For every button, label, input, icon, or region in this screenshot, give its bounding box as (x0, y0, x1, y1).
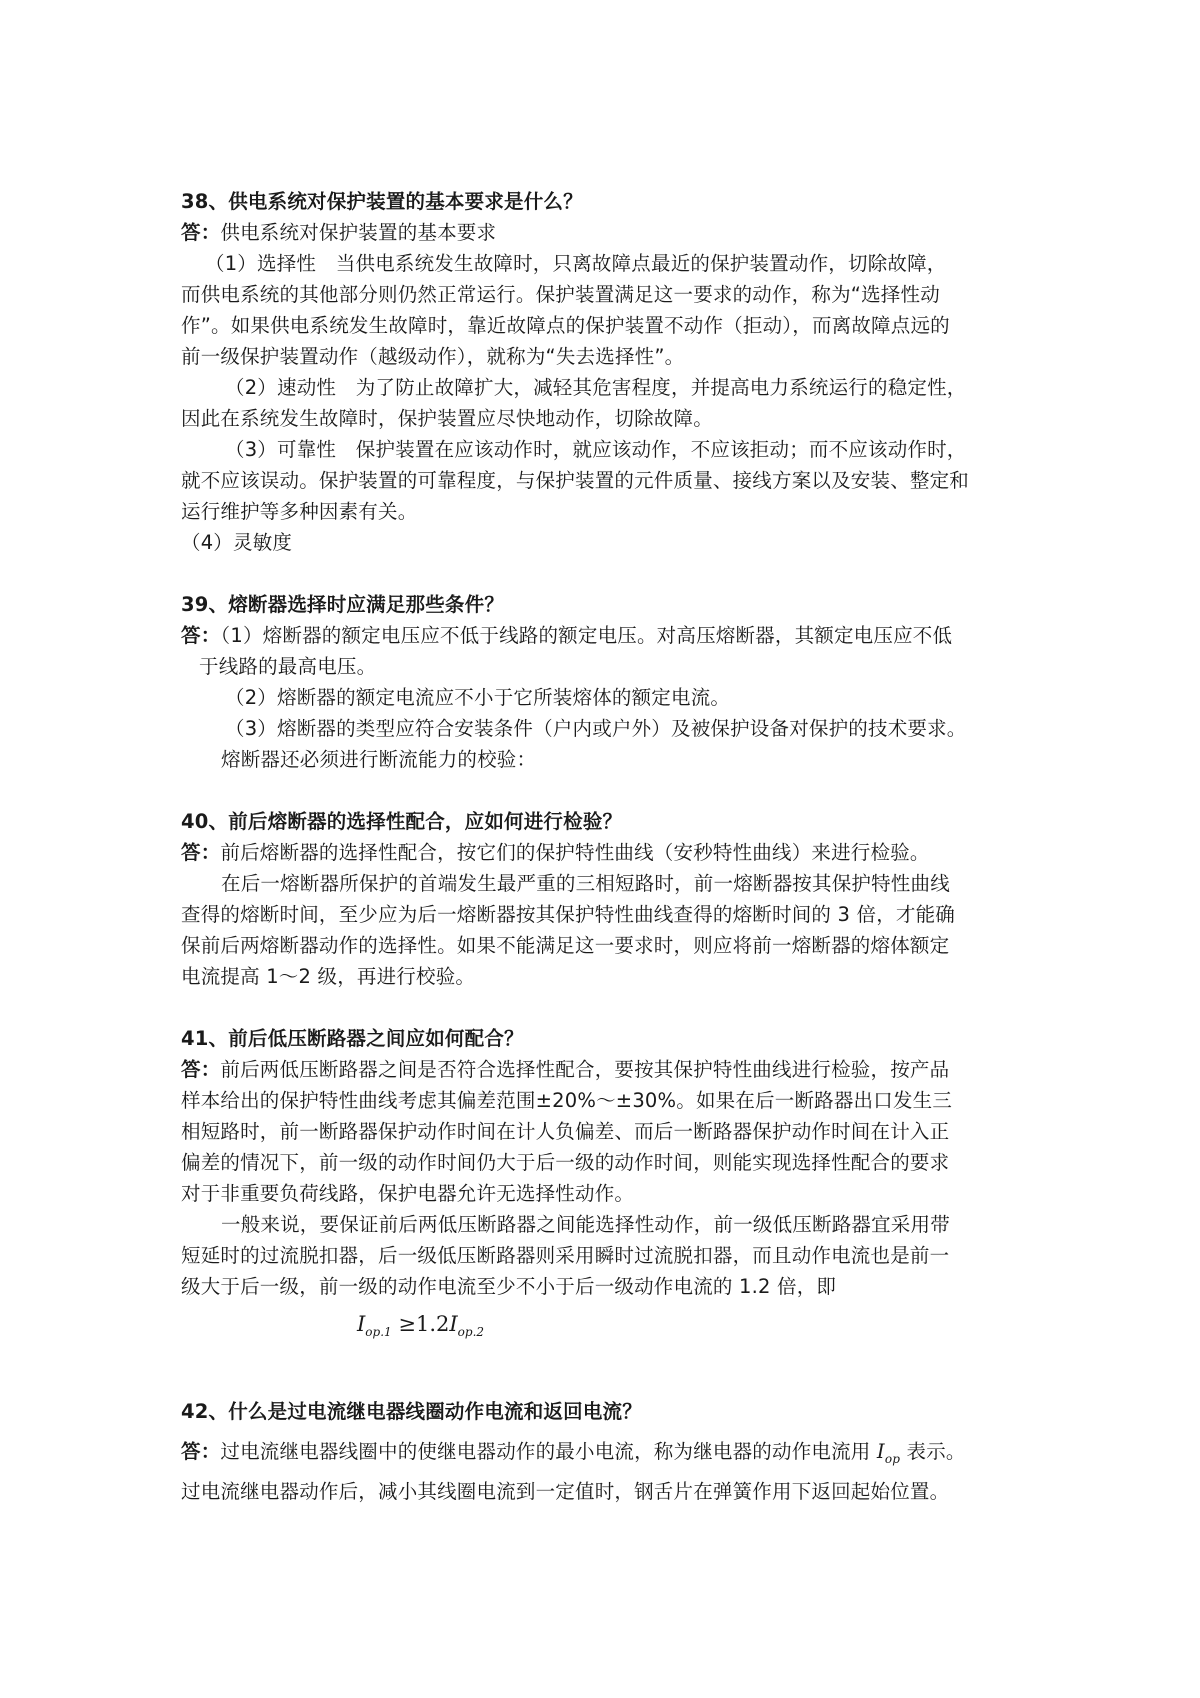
answer-42-line: 过电流继电器动作后，减小其线圈电流到一定值时，钢舌片在弹簧作用下返回起始位置。 (181, 1480, 950, 1503)
answer-40-line: 电流提高 1～2 级，再进行校验。 (181, 965, 476, 988)
spacer (181, 775, 1041, 806)
formula-lhs-subscript: op.1 (365, 1325, 392, 1340)
answer-text-tail: 表示。 (900, 1440, 966, 1463)
current-coordination-formula (181, 1302, 1041, 1352)
answer-text: （1）熔断器的额定电压应不低于线路的额定电压。对高压熔断器，其额定电压应不低 (220, 624, 953, 647)
answer-39-line: 熔断器还必须进行断流能力的校验： (221, 748, 537, 771)
answer-41-line: 偏差的情况下，前一级的动作时间仍大于后一级的动作时间，则能实现选择性配合的要求 (181, 1151, 950, 1174)
answer-38-line: 作”。如果供电系统发生故障时，靠近故障点的保护装置不动作（拒动），而离故障点远的 (181, 314, 950, 337)
answer-41-line: 级大于后一级，前一级的动作电流至少不小于后一级动作电流的 1.2 倍，即 (181, 1275, 837, 1298)
answer-text: 前后熔断器的选择性配合，按它们的保护特性曲线（安秒特性曲线）来进行检验。 (220, 841, 930, 864)
answer-text: 前后两低压断路器之间是否符合选择性配合，要按其保护特性曲线进行检验，按产品 (220, 1058, 950, 1081)
answer-38-first (181, 217, 1041, 248)
answer-38-line: 因此在系统发生故障时，保护装置应尽快地动作，切除故障。 (181, 407, 713, 430)
question-38-title: 38、供电系统对保护装置的基本要求是什么？ (181, 190, 583, 213)
answer-39-line: （3）熔断器的类型应符合安装条件（户内或户外）及被保护设备对保护的技术要求。 (225, 717, 967, 740)
answer-42-first (181, 1432, 1041, 1472)
formula-rhs-subscript: op.2 (457, 1325, 485, 1340)
answer-40-line: 在后一熔断器所保护的首端发生最严重的三相短路时，前一熔断器按其保护特性曲线 (221, 872, 950, 895)
answer-text: 过电流继电器线圈中的使继电器动作的最小电流，称为继电器的动作电流用 (220, 1440, 877, 1463)
answer-39-first (181, 620, 1041, 651)
answer-label: 答： (181, 221, 221, 244)
answer-40-line: 保前后两熔断器动作的选择性。如果不能满足这一要求时，则应将前一熔断器的熔体额定 (181, 934, 950, 957)
answer-label: 答： (181, 624, 221, 647)
answer-38-line: （4）灵敏度 (181, 531, 293, 554)
answer-39-line: 于线路的最高电压。 (199, 655, 377, 678)
answer-38-line: （2）速动性 为了防止故障扩大，减轻其危害程度，并提高电力系统运行的稳定性， (225, 376, 967, 399)
formula-coefficient: 1.2 (415, 1312, 450, 1336)
answer-41-first (181, 1054, 1041, 1085)
answer-41-line: 短延时的过流脱扣器，后一级低压断路器则采用瞬时过流脱扣器，而且动作电流也是前一 (181, 1244, 950, 1267)
answer-41-line: 相短路时，前一断路器保护动作时间在计人负偏差、而后一断路器保护动作时间在计入正 (181, 1120, 950, 1143)
answer-38-line: 而供电系统的其他部分则仍然正常运行。保护装置满足这一要求的动作，称为“选择性动 (181, 283, 940, 306)
answer-label: 答： (181, 841, 221, 864)
answer-41-line: 一般来说，要保证前后两低压断路器之间能选择性动作，前一级低压断路器宜采用带 (221, 1213, 950, 1236)
question-42-title: 42、什么是过电流继电器线圈动作电流和返回电流？ (181, 1400, 642, 1423)
question-40-title: 40、前后熔断器的选择性配合，应如何进行检验？ (181, 810, 623, 833)
answer-label: 答： (181, 1058, 221, 1081)
symbol-letter: I (876, 1440, 885, 1463)
answer-38-line: （1）选择性 当供电系统发生故障时，只离故障点最近的保护装置动作，切除故障， (205, 252, 947, 275)
question-39-title: 39、熔断器选择时应满足那些条件？ (181, 593, 505, 616)
spacer (181, 992, 1041, 1023)
operating-current-symbol (876, 1440, 901, 1466)
answer-38-line: 前一级保护装置动作（越级动作），就称为“失去选择性”。 (181, 345, 685, 368)
answer-40-line: 查得的熔断时间，至少应为后一熔断器按其保护特性曲线查得的熔断时间的 3 倍，才能确 (181, 903, 956, 926)
answer-38-line: （3）可靠性 保护装置在应该动作时，就应该动作，不应该拒动；而不应该动作时， (225, 438, 967, 461)
answer-label: 答： (181, 1440, 221, 1463)
answer-40-first (181, 837, 1041, 868)
answer-41-line: 对于非重要负荷线路，保护电器允许无选择性动作。 (181, 1182, 635, 1205)
formula-relation: ≥ (398, 1312, 416, 1336)
document-content (181, 186, 1041, 1512)
answer-39-line: （2）熔断器的额定电流应不小于它所装熔体的额定电流。 (225, 686, 731, 709)
spacer (181, 558, 1041, 589)
question-41-title: 41、前后低压断路器之间应如何配合？ (181, 1027, 524, 1050)
spacer (181, 1352, 1041, 1392)
answer-38-line: 就不应该误动。保护装置的可靠程度，与保护装置的元件质量、接线方案以及安装、整定和 (181, 469, 970, 492)
answer-41-line: 样本给出的保护特性曲线考虑其偏差范围±20%～±30%。如果在后一断路器出口发生三 (181, 1089, 953, 1112)
symbol-subscript: op (884, 1451, 901, 1466)
answer-text: 供电系统对保护装置的基本要求 (220, 221, 497, 244)
answer-38-line: 运行维护等多种因素有关。 (181, 500, 418, 523)
formula-rhs-symbol: I (449, 1312, 458, 1336)
formula-lhs-symbol: I (357, 1312, 366, 1336)
